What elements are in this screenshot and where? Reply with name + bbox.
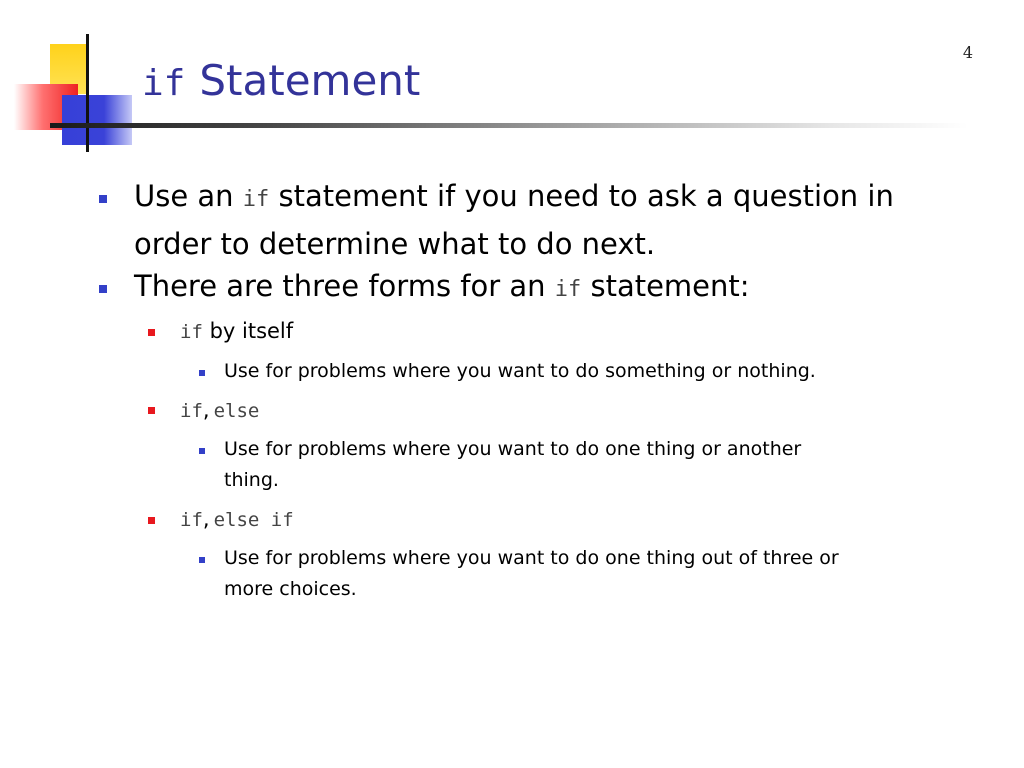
form-description [224,543,984,605]
sub-bullet-icon [148,517,155,524]
form-description [224,434,984,496]
bullet-text: statement: [581,269,750,303]
sub-bullet-icon [148,407,155,414]
comma: , [202,398,210,422]
bullet-three-forms [134,264,994,312]
bullet-text: There are three forms for an [134,269,555,303]
title-text: Statement [199,56,421,105]
code-keyword: if [180,400,203,422]
code-keyword: if [242,187,270,212]
sub-sub-bullet-icon [199,370,205,376]
code-keyword: if [554,277,582,302]
sub-sub-bullet-icon [199,448,205,454]
form-description-line: more choices. [224,578,357,600]
sub-bullet-icon [148,329,155,336]
slide-title [142,56,420,105]
decorative-blue-square [62,95,132,145]
form-if-else [180,395,970,426]
bullet-text: Use an [134,179,243,213]
form-text: by itself [202,319,294,343]
form-description-line: thing. [224,469,279,491]
title-code: if [142,63,186,104]
bullet-text: statement if you need to ask a question in [269,179,894,213]
bullet-icon [99,285,107,293]
form-if-by-itself [180,316,970,347]
code-keyword: else if [213,509,294,531]
form-description-line: Use for problems where you want to do one thing out of three or [224,547,839,569]
code-keyword: if [180,509,203,531]
comma: , [202,507,210,531]
bullet-use-if [134,174,994,267]
code-keyword: if [180,321,203,343]
form-description-line: Use for problems where you want to do one thing or another [224,438,802,460]
title-underline [50,123,968,128]
bullet-icon [99,195,107,203]
form-description: Use for problems where you want to do something or nothing. [224,360,816,382]
sub-sub-bullet-icon [199,557,205,563]
form-if-else-if [180,504,970,535]
decorative-vertical-line [86,34,89,152]
bullet-text: order to determine what to do next. [134,227,656,261]
page-number: 4 [962,43,973,62]
code-keyword: else [213,400,260,422]
